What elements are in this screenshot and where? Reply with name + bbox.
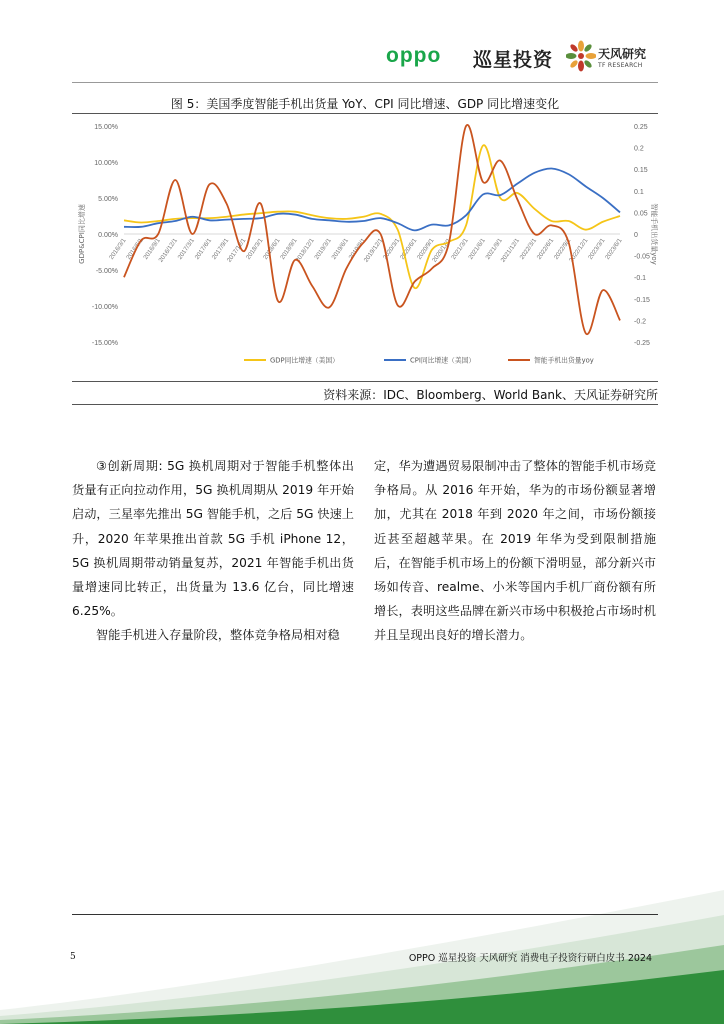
right-tick-label: -0.15 xyxy=(634,296,650,304)
x-tick-label: 2023/3/1 xyxy=(586,237,607,261)
legend-label: GDP同比增速（美国） xyxy=(270,356,339,365)
x-tick-label: 2021/6/1 xyxy=(467,237,487,261)
x-tick-label: 2020/3/1 xyxy=(381,237,402,261)
right-tick-label: 0.2 xyxy=(634,145,644,153)
x-tick-label: 2021/3/1 xyxy=(450,237,470,261)
figure-rule-top xyxy=(72,113,658,114)
paragraph-innovation-cycle: ③创新周期: 5G 换机周期对于智能手机整体出货量有正向拉动作用，5G 换机周期从 2019 年开始启动，三星率先推出 5G 智能手机，之后 5G 快速上升，2020 年苹果推出首款 5G 手机 iPhone 12，5G 换机周期带动销量复苏，2021 年智能手机出货量增速同比转正，出货量为 13.6 亿台，同比增速 6.25%。 xyxy=(72,459,354,619)
left-axis-title: GDP&CPI同比增速 xyxy=(78,204,86,264)
x-tick-label: 2019/9/1 xyxy=(347,237,368,261)
x-tick-label: 2020/6/1 xyxy=(398,237,419,261)
left-tick-label: 0.00% xyxy=(98,232,118,239)
figure-rule-bottom xyxy=(72,381,658,382)
x-tick-label: 2020/12/1 xyxy=(431,237,453,264)
page-number: 5 xyxy=(70,952,76,962)
paragraph-huawei: 定，华为遭遇贸易限制冲击了整体的智能手机市场竞争格局。从 2016 年开始，华为的市场份额显著增加，尤其在 2018 年到 2020 年之间，市场份额接近甚至超越苹果。在 2019 年华为受到限制措施后，在智能手机市场上的份额下滑明显，部分新兴市场如传音、realme、小米等国内手机厂商份额有所增长，表明这些品牌在新兴市场中积极抢占市场时机并且呈现出良好的增长潜力。 xyxy=(374,459,656,643)
body-column-left xyxy=(72,454,354,648)
footer-swoosh-decoration xyxy=(0,870,724,1024)
left-tick-label: -5.00% xyxy=(95,268,118,275)
right-tick-label: -0.2 xyxy=(634,318,647,326)
x-tick-label: 2023/6/1 xyxy=(604,237,624,261)
right-axis-title: 智能手机出货量yoy xyxy=(650,203,658,265)
x-tick-label: 2021/9/1 xyxy=(484,237,504,261)
x-tick-label: 2017/6/1 xyxy=(193,237,214,261)
right-tick-label: -0.1 xyxy=(634,275,647,283)
x-tick-label: 2017/3/1 xyxy=(176,237,197,261)
figure-source: 资料来源：IDC、Bloomberg、World Bank、天风证券研究所 xyxy=(323,388,658,402)
x-tick-label: 2022/6/1 xyxy=(535,237,556,261)
x-tick-label: 2018/9/1 xyxy=(279,237,299,261)
paragraph-competition-start: 智能手机进入存量阶段，整体竞争格局相对稳 xyxy=(96,628,340,643)
x-tick-label: 2019/3/1 xyxy=(313,237,333,261)
line-chart xyxy=(72,116,658,378)
x-tick-label: 2019/12/1 xyxy=(362,237,385,264)
legend-label: CPI同比增速（美国） xyxy=(410,356,476,365)
header-divider xyxy=(72,82,658,83)
x-tick-label: 2017/9/1 xyxy=(210,237,231,261)
x-tick-label: 2018/3/1 xyxy=(244,237,265,261)
left-tick-label: 10.00% xyxy=(94,160,118,167)
x-tick-label: 2018/6/1 xyxy=(262,237,282,261)
x-tick-label: 2016/9/1 xyxy=(142,237,162,261)
legend-label: 智能手机出货量yoy xyxy=(534,356,594,365)
right-tick-label: 0 xyxy=(634,232,638,239)
right-tick-label: 0.25 xyxy=(634,124,648,131)
tf-flower-icon xyxy=(566,40,596,72)
tf-research-sub: TF RESEARCH xyxy=(598,62,643,69)
x-tick-label: 2022/12/1 xyxy=(567,237,590,264)
right-tick-label: 0.15 xyxy=(634,167,648,175)
figure-rule-bottom-2 xyxy=(72,404,658,405)
partner-logo: 巡星投资 xyxy=(473,49,554,71)
x-tick-label: 2022/3/1 xyxy=(518,237,539,261)
x-tick-label: 2019/6/1 xyxy=(330,237,350,261)
right-tick-label: 0.05 xyxy=(634,210,648,218)
oppo-logo: oppo xyxy=(386,44,442,67)
right-tick-label: -0.05 xyxy=(634,253,650,261)
x-tick-label: 2017/12/1 xyxy=(225,237,248,264)
right-tick-label: -0.25 xyxy=(634,340,650,347)
x-tick-label: 2016/6/1 xyxy=(125,237,145,261)
footer-text: OPPO 巡星投资 天风研究 消费电子投资行研白皮书 2024 xyxy=(408,953,652,964)
left-tick-label: -15.00% xyxy=(91,340,118,347)
x-tick-label: 2021/12/1 xyxy=(499,237,522,264)
x-tick-label: 2016/12/1 xyxy=(157,237,179,264)
x-tick-label: 2020/9/1 xyxy=(415,237,436,261)
x-tick-label: 2018/12/1 xyxy=(294,237,316,264)
left-tick-label: 15.00% xyxy=(94,124,118,131)
footer-divider xyxy=(72,914,658,915)
x-tick-label: 2022/9/1 xyxy=(552,237,573,261)
x-tick-label: 2016/3/1 xyxy=(108,237,128,261)
left-tick-label: -10.00% xyxy=(91,304,118,311)
body-column-right xyxy=(374,454,656,648)
tf-research-logo: 天风研究 xyxy=(598,47,647,61)
figure-title: 图 5：美国季度智能手机出货量 YoY、CPI 同比增速、GDP 同比增速变化 xyxy=(170,97,560,111)
left-tick-label: 5.00% xyxy=(98,196,118,203)
right-tick-label: 0.1 xyxy=(634,188,644,196)
series-line-3 xyxy=(124,125,620,334)
